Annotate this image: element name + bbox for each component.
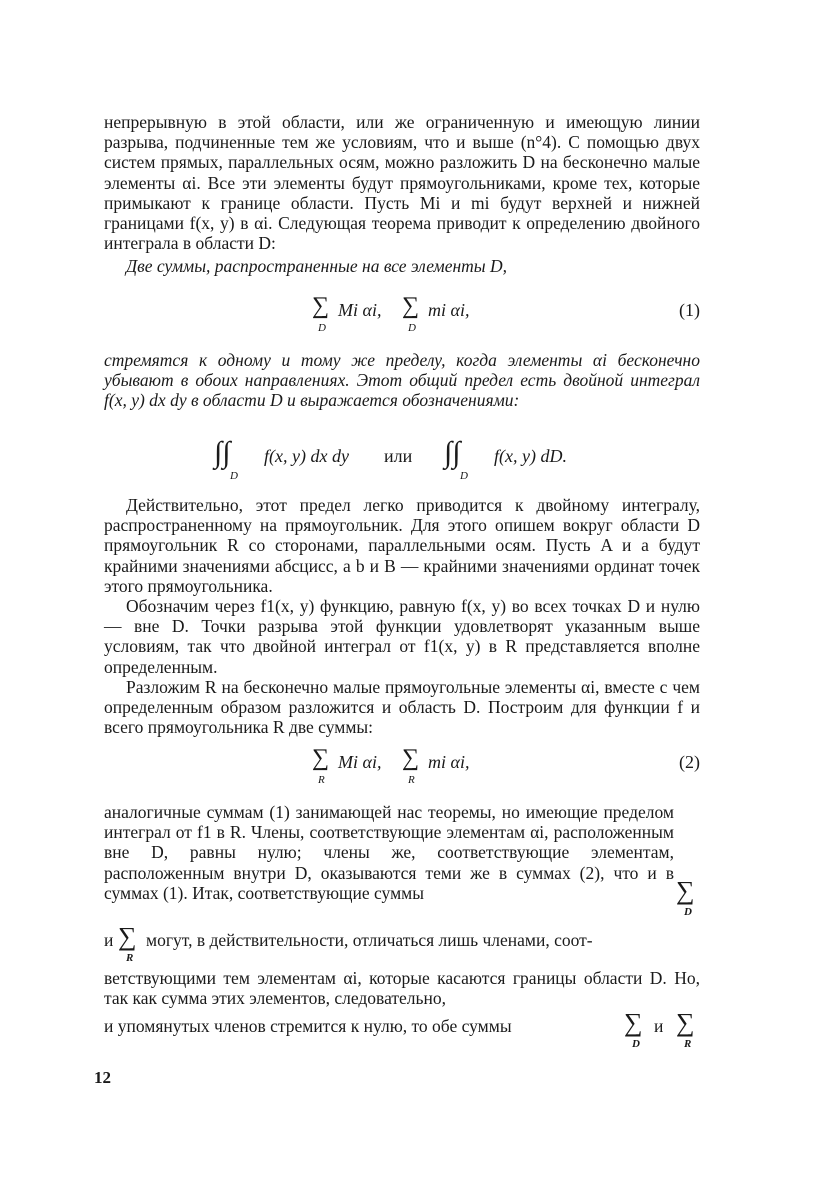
sum-subscript: R — [126, 952, 134, 964]
sigma-symbol: ∑ — [312, 293, 330, 319]
paragraph-f1: Обозначим через f1(x, y) функцию, равную f(x, y) во всех точках D и нулю — вне D. Точки разрыва этой функции удовлетворят указанным выше условиям, так что двойной интеграл от f1(x, y) в R представляется вполне определенным. — [104, 596, 700, 677]
paragraph-rectangle: Действительно, этот предел легко приводится к двойному интегралу, распространенному на прямоугольник. Для этого опишем вокруг области D прямоугольник R со сторонами, параллельными осям. Пусть A и a будут крайними значениями абсцисс, a b и B — крайними значениями ординат точек этого прямоугольника. — [104, 495, 700, 596]
word-and: и — [104, 930, 114, 950]
double-integral-sign: ∫∫ — [214, 436, 231, 469]
sum-subscript: R — [684, 1038, 692, 1050]
word-and: и — [654, 1016, 664, 1036]
sum-subscript: R — [318, 774, 325, 786]
integral-right: f(x, y) dD. — [494, 446, 567, 466]
paragraph-decompose: Разложим R на бесконечно малые прямоугольные элементы αi, вместе с чем определенным образом разложится и область D. Построим для функции f и всего прямоугольника R две суммы: — [104, 677, 700, 738]
equation-integrals — [104, 436, 700, 486]
paragraph-boundary: ветствующими тем элементам αi, которые касаются границы области D. Но, так как сумма этих элементов, следовательно, — [104, 968, 700, 1009]
equation-2 — [104, 742, 700, 786]
theorem-body: стремятся к одному и тому же пределу, когда элементы αi бесконечно убывают в обоих направлениях. Этот общий предел есть двойной интеграл f(x, y) dx dy в области D и выражается обозначениями: — [104, 350, 700, 411]
integral-left: f(x, y) dx dy — [264, 446, 349, 466]
last-line: и упомянутых членов стремится к нулю, то обе суммы — [104, 1016, 512, 1036]
sum-term-m: mi αi, — [428, 752, 470, 772]
integral-subscript: D — [230, 470, 238, 482]
sum-subscript: D — [408, 322, 416, 334]
equation-number: (2) — [679, 752, 700, 772]
sigma-symbol: ∑ — [676, 876, 695, 905]
sigma-symbol: ∑ — [676, 1008, 695, 1037]
double-integral-sign: ∫∫ — [444, 436, 461, 469]
theorem-intro: Две суммы, распространенные на все элементы D, — [126, 256, 508, 276]
paragraph-intro: непрерывную в этой области, или же ограниченную и имеющую линии разрыва, подчиненные тем же условиям, что и выше (n°4). С помощью двух систем прямых, параллельных осям, можно разложить D на бесконечно малые элементы αi. Все эти элементы будут прямоугольниками, кроме тех, которые примыкают к границе области. Пусть Mi и mi будут верхней и нижней границами f(x, y) в αi. Следующая теорема приводит к определению двойного интеграла в области D: — [104, 112, 700, 254]
sigma-symbol: ∑ — [624, 1008, 643, 1037]
sigma-symbol: ∑ — [312, 745, 330, 771]
sum-subscript: D — [632, 1038, 640, 1050]
page-number: 12 — [94, 1068, 111, 1087]
sum-term-m: mi αi, — [428, 300, 470, 320]
sigma-symbol: ∑ — [402, 745, 420, 771]
sum-term-M: Mi αi, — [338, 300, 382, 320]
or-word: или — [384, 446, 413, 466]
sigma-symbol: ∑ — [402, 293, 420, 319]
paragraph-analogous: аналогичные суммам (1) занимающей нас теоремы, но имеющие пределом интеграл от f1 в R. Члены, соответствующие элементам αi, расположенным вне D, равны нулю; члены же, соответствующие элементам, расположенным внутри D, оказываются теми же в суммах (2), что и в суммах (1). Итак, соответствующие суммы — [104, 802, 674, 903]
sum-subscript: D — [684, 906, 692, 918]
sum-term-M: Mi αi, — [338, 752, 382, 772]
integral-subscript: D — [460, 470, 468, 482]
line-continuation: могут, в действительности, отличаться лишь членами, соот- — [146, 930, 593, 950]
sigma-symbol: ∑ — [118, 922, 137, 951]
equation-1 — [104, 290, 700, 334]
equation-number: (1) — [679, 300, 700, 320]
sum-subscript: D — [318, 322, 326, 334]
sum-subscript: R — [408, 774, 415, 786]
